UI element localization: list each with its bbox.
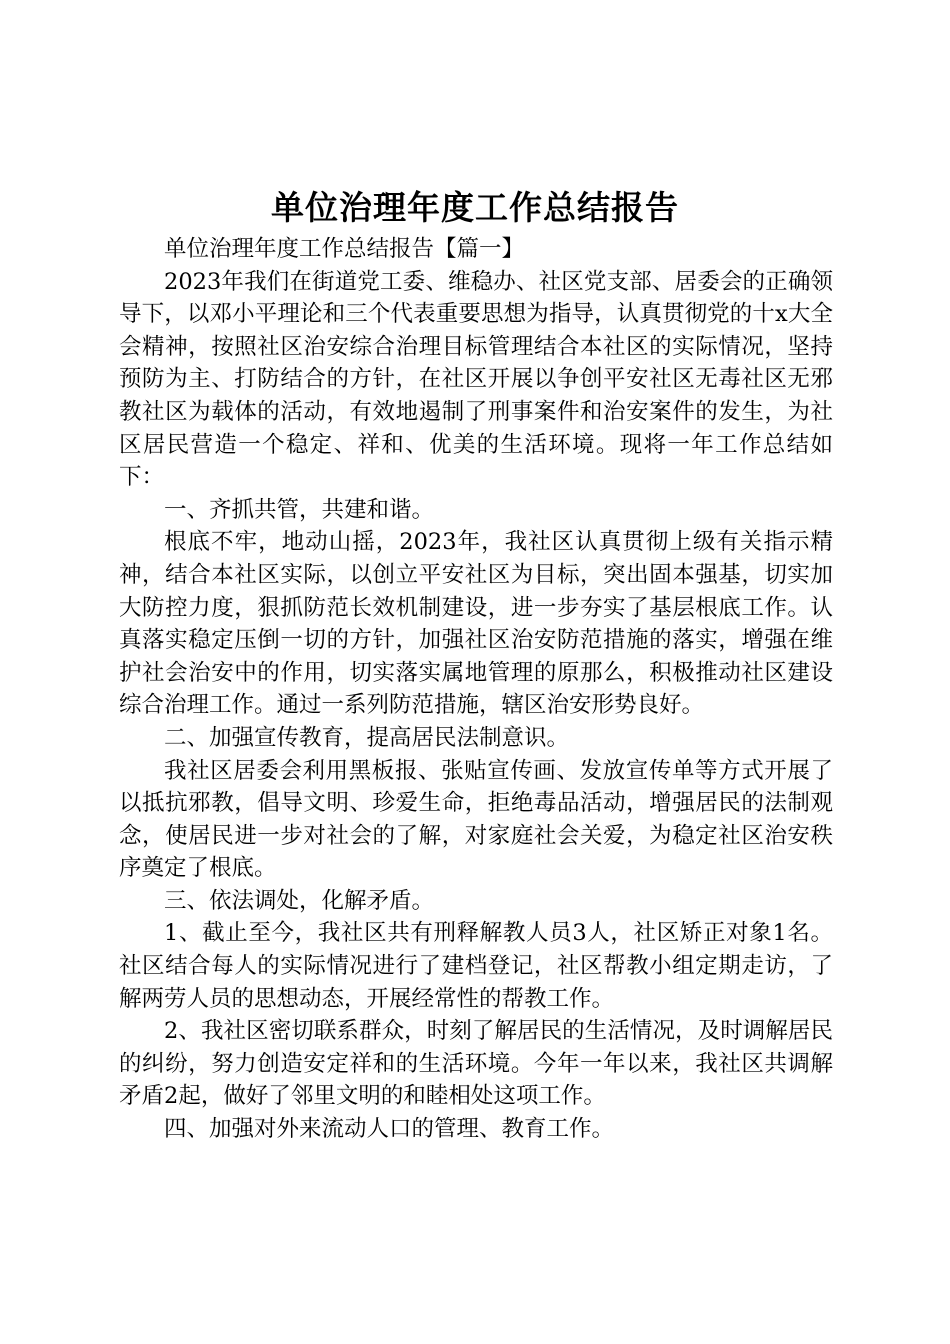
section-2-paragraph: 我社区居委会利用黑板报、张贴宣传画、发放宣传单等方式开展了以抵抗邪教，倡导文明、珍爱生命，拒绝毒品活动，增强居民的法制观念，使居民进一步对社会的了解，对家庭社会关爱，为稳定社区治安秩序奠定了根底。 <box>119 757 833 882</box>
subtitle-paragraph: 单位治理年度工作总结报告【篇一】 <box>164 236 525 262</box>
section-3-item-2: 2、我社区密切联系群众，时刻了解居民的生活情况，及时调解居民的纠纷，努力创造安定祥和的生活环境。今年一年以来，我社区共调解矛盾2起，做好了邻里文明的和睦相处这项工作。 <box>119 1018 833 1110</box>
document-body <box>119 233 833 1146</box>
section-1-paragraph: 根底不牢，地动山摇，2023年，我社区认真贯彻上级有关指示精神，结合本社区实际，以创立平安社区为目标，突出固本强基，切实加大防控力度，狠抓防范长效机制建设，进一步夯实了基层根底工作。认真落实稳定压倒一切的方针，加强社区治安防范措施的落实，增强在维护社会治安中的作用，切实落实属地管理的原那么，积极推动社区建设综合治理工作。通过一系列防范措施，辖区治安形势良好。 <box>119 529 833 719</box>
section-heading-4: 四、加强对外来流动人口的管理、教育工作。 <box>164 1116 615 1143</box>
section-3-item-1: 1、截止至今，我社区共有刑释解教人员3人，社区矫正对象1名。社区结合每人的实际情况进行了建档登记，社区帮教小组定期走访，了解两劳人员的思想动态，开展经常性的帮教工作。 <box>119 920 833 1012</box>
intro-paragraph: 2023年我们在街道党工委、维稳办、社区党支部、居委会的正确领导下，以邓小平理论和三个代表重要思想为指导，认真贯彻党的十x大全会精神，按照社区治安综合治理目标管理结合本社区的实际情况，坚持预防为主、打防结合的方针，在社区开展以争创平安社区无毒社区无邪教社区为载体的活动，有效地遏制了刑事案件和治安案件的发生，为社区居民营造一个稳定、祥和、优美的生活环境。现将一年工作总结如下： <box>119 268 833 491</box>
section-heading-3: 三、依法调处，化解矛盾。 <box>164 887 435 914</box>
section-heading-1: 一、齐抓共管，共建和谐。 <box>164 496 435 523</box>
section-heading-2: 二、加强宣传教育，提高居民法制意识。 <box>164 724 570 751</box>
document-title: 单位治理年度工作总结报告 <box>271 188 679 227</box>
